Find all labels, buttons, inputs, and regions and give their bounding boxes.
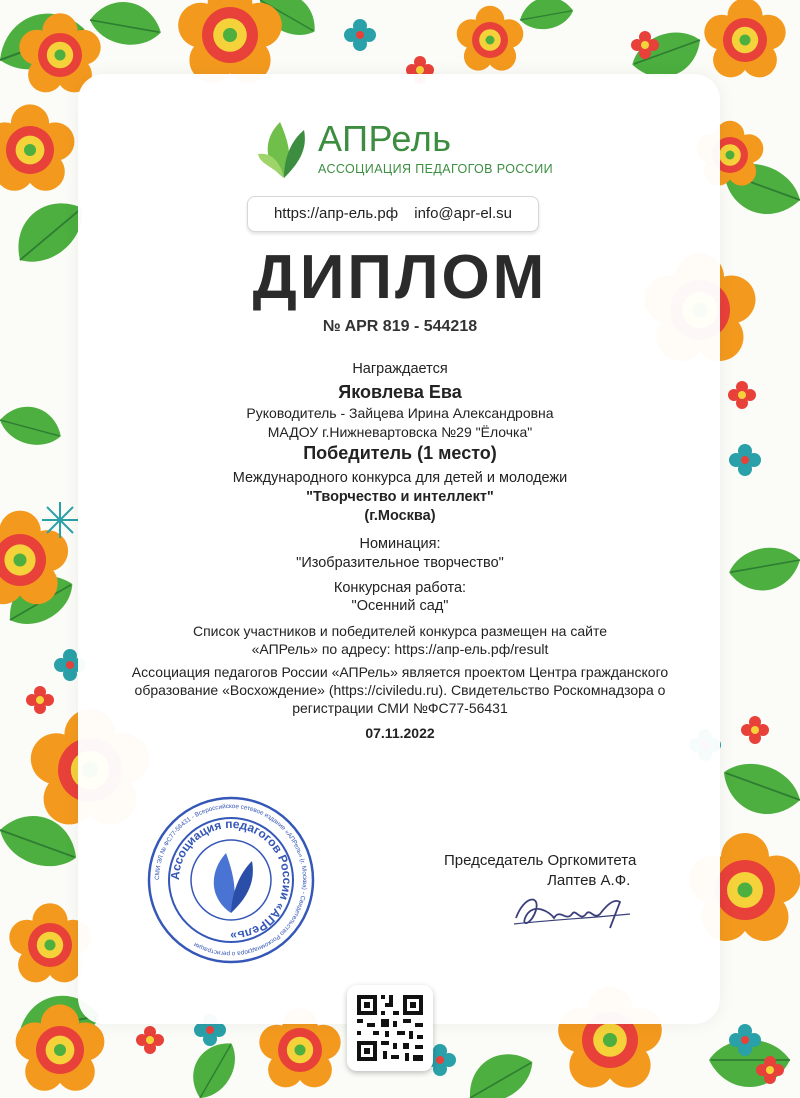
supervisor: Руководитель - Зайцева Ирина Александровна [246, 405, 554, 421]
awarded-label: Награждается [352, 361, 448, 377]
contest-line: Международного конкурса для детей и молодежи [232, 470, 568, 486]
about-line-2: образование «Восхождение» (https://civiledu.ru). Свидетельство Роскомнадзора о [134, 682, 666, 698]
qr-code-icon [347, 985, 433, 1071]
nomination: "Изобразительное творчество" [296, 555, 504, 571]
organization-subtitle: АССОЦИАЦИЯ ПЕДАГОГОВ РОССИИ [318, 162, 553, 176]
place: Победитель (1 место) [303, 443, 497, 463]
seal-icon [146, 795, 316, 965]
about-line-1: Ассоциация педагогов России «АПРель» является проектом Центра гражданского [131, 664, 669, 680]
issue-date: 07.11.2022 [365, 725, 435, 741]
signature-icon [510, 888, 640, 938]
contest-name: "Творчество и интеллект" [306, 489, 494, 505]
work-title: "Осенний сад" [351, 598, 449, 614]
leaf-logo-icon [258, 120, 310, 180]
diploma-number: № APR 819 - 544218 [322, 318, 478, 335]
chairman-position: Председатель Оргкомитета [444, 852, 637, 869]
nomination-label: Номинация: [359, 536, 441, 552]
organization-logo [258, 112, 558, 192]
seal-inner-text: Ассоциация педагогов России «АПРель» [167, 816, 295, 944]
email-link[interactable]: info@apr-el.su [414, 205, 513, 222]
results-line-1: Список участников и победителей конкурса размещен на сайте [192, 623, 607, 639]
chairman-block [444, 851, 636, 891]
contact-box [247, 196, 539, 232]
recipient-name: Яковлева Ева [338, 382, 462, 402]
contest-city: (г.Москва) [364, 508, 436, 524]
results-line-2: «АПРель» по адресу: https://апр-ель.рф/result [251, 641, 549, 657]
website-link[interactable]: https://апр-ель.рф [273, 205, 399, 222]
diploma-title: ДИПЛОМ [252, 243, 548, 312]
institution: МАДОУ г.Нижневартовска №29 "Ёлочка" [267, 424, 533, 440]
about-line-3: регистрации СМИ №ФС77-56431 [292, 700, 508, 716]
chairman-name: Лаптев А.Ф. [547, 872, 631, 889]
seal-outer-text: СМИ ЭЛ № ФС77-56431 - Всероссийское сетевое издание «АПРель» (г. Москва) - Свидетельство Роскомнадзора о регистрации [153, 802, 309, 958]
qr-code[interactable] [347, 985, 433, 1071]
organization-name: АПРель [318, 118, 452, 159]
work-label: Конкурсная работа: [333, 580, 467, 596]
